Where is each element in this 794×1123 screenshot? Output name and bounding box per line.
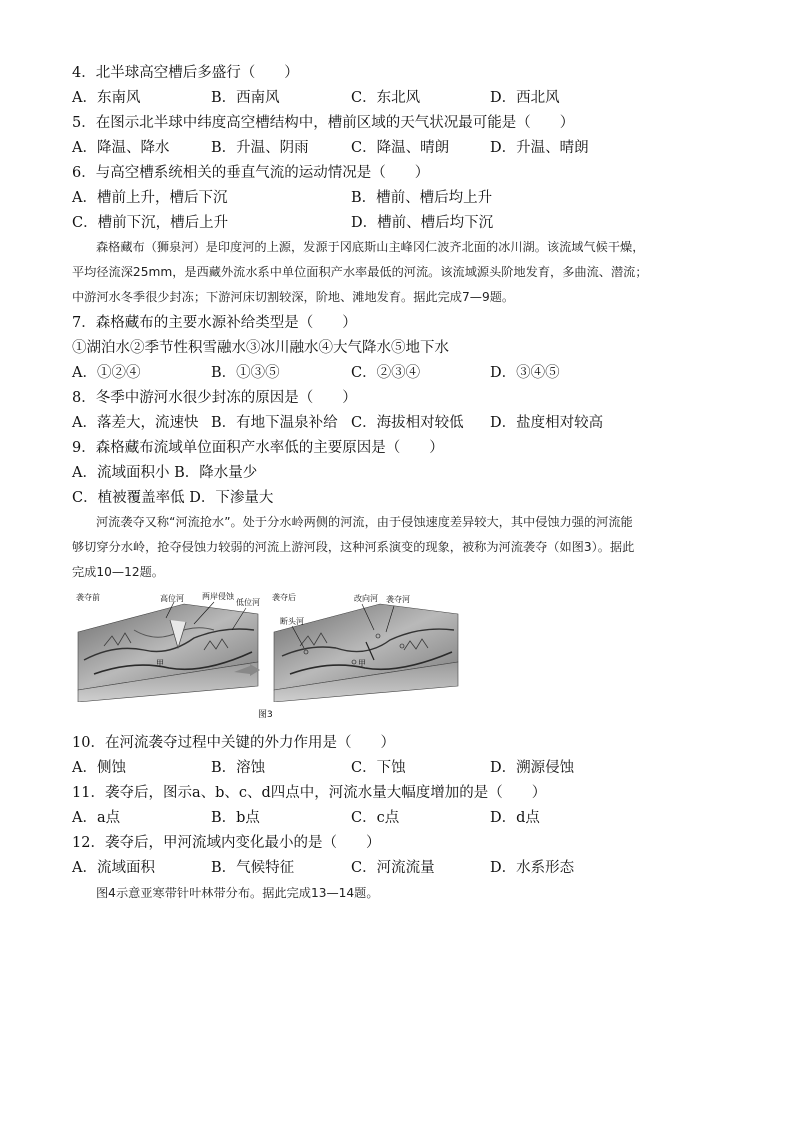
- before-title: 袭夺前: [76, 593, 100, 602]
- question-10-stem: 10．在河流袭夺过程中关键的外力作用是（ ）: [72, 735, 395, 751]
- q10-option-a: A．侧蚀: [72, 760, 126, 776]
- label-capturing-river: 袭夺河: [386, 595, 410, 604]
- label-jia-before: 甲: [156, 659, 164, 668]
- passage3-line1: 图4示意亚寒带针叶林带分布。据此完成13—14题。: [96, 886, 379, 900]
- q6-option-c: C．槽前下沉，槽后上升: [72, 215, 229, 231]
- q4-option-a: A．东南风: [72, 90, 141, 106]
- q8-option-b: B．有地下温泉补给: [211, 415, 338, 431]
- passage1-line3: 中游河水冬季很少封冻；下游河床切割较深，阶地、滩地发育。据此完成7—9题。: [72, 290, 515, 304]
- q5-option-b: B．升温、阴雨: [211, 140, 309, 156]
- block-diagram-before: [76, 591, 260, 702]
- passage2-line1: 河流袭夺又称“河流抢水”。处于分水岭两侧的河流，由于侵蚀速度差异较大，其中侵蚀力强的河流能: [96, 515, 633, 529]
- question-4-stem: 4．北半球高空槽后多盛行（ ）: [72, 65, 299, 81]
- label-low-river: 低位河: [236, 598, 260, 607]
- q9-options-row1: A．流域面积小 B．降水量少: [72, 465, 258, 481]
- q5-option-c: C．降温、晴朗: [351, 140, 450, 156]
- question-6-stem: 6．与高空槽系统相关的垂直气流的运动情况是（ ）: [72, 165, 430, 181]
- q7-option-c: C．②③④: [351, 365, 421, 381]
- passage1-line1: 森格藏布（狮泉河）是印度河的上源，发源于冈底斯山主峰冈仁波齐北面的冰川湖。该流域气候干燥，: [96, 240, 645, 254]
- q12-option-a: A．流域面积: [72, 860, 155, 876]
- passage-river-capture: [72, 510, 724, 585]
- q12-option-b: B．气候特征: [211, 860, 295, 876]
- q11-option-d: D．d点: [490, 810, 540, 826]
- q4-option-d: D．西北风: [490, 90, 560, 106]
- question-11-stem: 11．袭夺后，图示a、b、c、d四点中，河流水量大幅度增加的是（ ）: [72, 785, 547, 801]
- question-5-stem: 5．在图示北半球中纬度高空槽结构中，槽前区域的天气状况最可能是（ ）: [72, 115, 575, 131]
- q11-option-a: A．a点: [72, 810, 121, 826]
- passage-senggezangbu: [72, 235, 724, 310]
- q11-option-c: C．c点: [351, 810, 400, 826]
- q8-option-c: C．海拔相对较低: [351, 415, 464, 431]
- question-8-stem: 8．冬季中游河水很少封冻的原因是（ ）: [72, 390, 357, 406]
- q4-option-b: B．西南风: [211, 90, 280, 106]
- q9-options-row2: C．植被覆盖率低 D．下渗量大: [72, 490, 274, 506]
- question-9-stem: 9．森格藏布流域单位面积产水率低的主要原因是（ ）: [72, 440, 444, 456]
- label-headward-erosion: 两岸侵蚀: [202, 592, 234, 601]
- question-7-stem: 7．森格藏布的主要水源补给类型是（ ）: [72, 315, 357, 331]
- passage2-line3: 完成10—12题。: [72, 565, 164, 579]
- passage2-line2: 够切穿分水岭，抢夺侵蚀力较弱的河流上游河段，这种河系演变的现象，被称为河流袭夺（如图3）。据此: [72, 540, 635, 554]
- label-beheaded-river: 断头河: [280, 617, 304, 626]
- q4-option-c: C．东北风: [351, 90, 421, 106]
- q6-option-d: D．槽前、槽后均下沉: [351, 215, 494, 231]
- q6-option-a: A．槽前上升，槽后下沉: [72, 190, 228, 206]
- label-high-river: 高位河: [160, 594, 184, 603]
- q5-option-d: D．升温、晴朗: [490, 140, 589, 156]
- q7-option-d: D．③④⑤: [490, 365, 560, 381]
- q8-option-a: A．落差大，流速快: [72, 415, 199, 431]
- q10-option-c: C．下蚀: [351, 760, 406, 776]
- after-title: 袭夺后: [272, 593, 296, 602]
- q8-option-d: D．盐度相对较高: [490, 415, 604, 431]
- q5-option-a: A．降温、降水: [72, 140, 170, 156]
- question-12-stem: 12．袭夺后，甲河流域内变化最小的是（ ）: [72, 835, 381, 851]
- q10-option-b: B．溶蚀: [211, 760, 266, 776]
- q12-option-c: C．河流流量: [351, 860, 435, 876]
- label-jia-after: 甲: [358, 659, 366, 668]
- q7-option-b: B．①③⑤: [211, 365, 280, 381]
- question-7-choices: ①湖泊水②季节性积雪融水③冰川融水④大气降水⑤地下水: [72, 340, 449, 356]
- figure-3-river-capture: [74, 590, 466, 702]
- q7-option-a: A．①②④: [72, 365, 141, 381]
- passage1-line2: 平均径流深25mm，是西藏外流水系中单位面积产水率最低的河流。该流域源头阶地发育，多曲流、潜流；: [72, 265, 648, 279]
- block-diagram-after: [272, 592, 458, 702]
- q11-option-b: B．b点: [211, 810, 260, 826]
- q10-option-d: D．溯源侵蚀: [490, 760, 575, 776]
- q6-option-b: B．槽前、槽后均上升: [351, 190, 493, 206]
- passage-figure-4-intro: [72, 881, 724, 906]
- figure-3-caption: 图3: [258, 710, 273, 720]
- q12-option-d: D．水系形态: [490, 860, 575, 876]
- label-redirected-river: 改向河: [354, 594, 378, 603]
